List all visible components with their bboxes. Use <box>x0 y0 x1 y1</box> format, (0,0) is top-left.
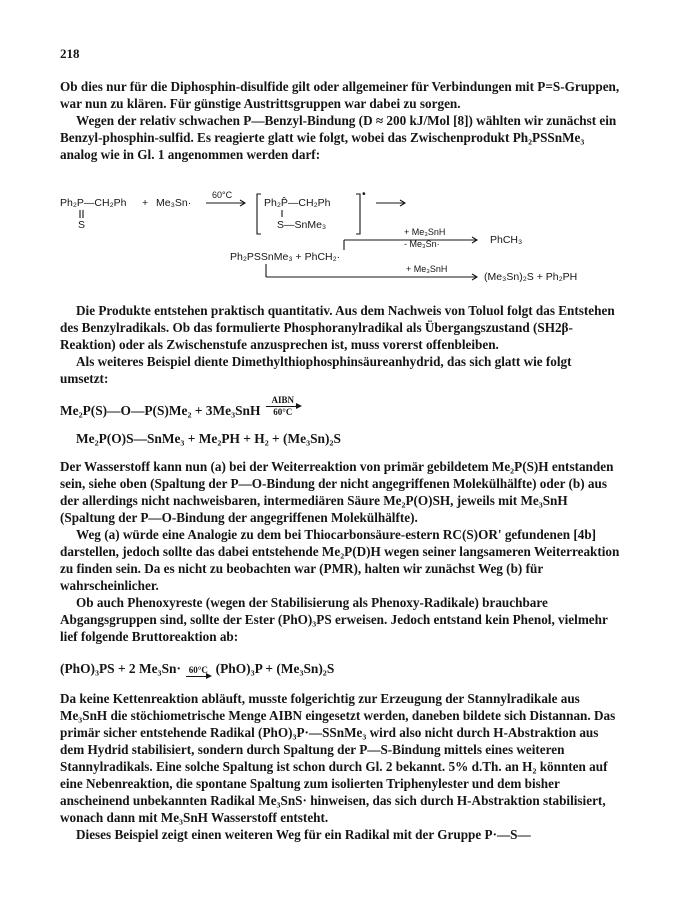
split-products: Ph₂PSSnMe₃ + PhCH₂· <box>230 251 341 263</box>
paragraph-5: Der Wasserstoff kann nun (a) bei der Weiterreaktion von primär gebildetem Me₂P(S)H entstanden sein, siehe oben (Spaltung der P—O-Bindung der nicht angegriffenen Molekülhälfte) oder (b) aus der allerdings nicht nachweisbaren, intermediären Säure Me₂P(O)SH, jeweils mit Me₃SnH (Spaltung der P—O-Bindung der angegriffenen Molekülhälfte). <box>60 459 614 525</box>
reagent-minus-stannyl: - Me₃Sn· <box>404 239 440 249</box>
paragraph-9: Dieses Beispiel zeigt einen weiteren Weg für ein Radikal mit der Gruppe P·—S— <box>76 827 531 842</box>
arrow-icon <box>266 406 300 407</box>
equation-3-temperature: 60°C <box>188 665 208 675</box>
paragraph-group-2 <box>60 302 620 387</box>
reagent-tin-hydride-2: + Me₃SnH <box>406 264 448 274</box>
equation-1 <box>60 396 302 419</box>
plus-sign: + <box>142 197 149 209</box>
equation-3 <box>60 661 334 677</box>
paragraph-intro <box>60 78 620 163</box>
reactant-benzyl-phosphine-sulfide: Ph₂P—CH₂Ph <box>60 197 127 209</box>
paragraph-1: Ob dies nur für die Diphosphin-disulfide gilt oder allgemeiner für Verbindungen mit P=S-Gruppen, war nun zu klären. Für günstige Austrittsgruppen war dabei zu sorgen. <box>60 79 620 111</box>
reaction-scheme-svg <box>58 190 618 290</box>
page-number: 218 <box>60 46 80 61</box>
arrow-icon <box>186 676 210 677</box>
paragraph-2: Wegen der relativ schwachen P—Benzyl-Bindung (D ≈ 200 kJ/Mol [8]) wählten wir zunächst ein Benzyl-phosphin-sulfid. Es reagierte glatt wie folgt, wobei das Zwischenprodukt Ph₂PSSnMe₃ analog wie in Gl. 1 angenommen werden darf: <box>60 113 617 162</box>
product-toluene: PhCH₃ <box>490 234 523 246</box>
equation-3-left: (PhO)₃PS + 2 Me₃Sn· <box>60 661 181 676</box>
equation-1-catalyst: AIBN <box>271 395 295 405</box>
intermediate-top: Ph₂P̂—CH₂Ph <box>264 197 331 209</box>
equation-1-temperature: 60°C <box>273 407 293 417</box>
paragraph-8: Da keine Kettenreaktion abläuft, musste folgerichtig zur Erzeugung der Stannylradikale aus Me₃SnH die stöchiometrische Menge AIBN eingesetzt werden, daneben bildete sich Distannan. Das primär sicher entstehende Radikal (PhO)₃P·—SSnMe₃ wird also nicht durch H-Abstraktion aus dem Hydrid stabilisiert, sondern durch Spaltung der P—S-Bindung mittels eines weiteren Stannylradikals. Eine solche Spaltung ist schon durch Gl. 2 bekannt. 5% d.Th. an H₂ könnten auf eine Nebenreaktion, die spontane Spaltung zum isolierten Triphenylester und dem bisher anscheinend unbekannten Radikal Me₃SnS· hinweisen, das sich durch H-Abstraktion stabilisiert, wonach dann mit Me₃SnH Wasserstoff entsteht. <box>60 691 616 825</box>
equation-3-arrow <box>186 666 210 677</box>
reaction-scheme <box>58 190 618 290</box>
paragraph-group-4 <box>60 690 620 843</box>
equation-1-arrow <box>266 396 300 417</box>
paragraph-3: Die Produkte entstehen praktisch quantitativ. Aus dem Nachweis von Toluol folgt das Entstehen des Benzylradikals. Ob das formulierte Phosphoranylradikal als Übergangszustand (SH2β-Reaktion) oder als Zwischenstufe anzusprechen ist, muss vorerst offenbleiben. <box>60 303 615 352</box>
equation-1-left: Me₂P(S)—O—P(S)Me₂ + 3Me₃SnH <box>60 403 261 418</box>
reactant-stannyl-radical: Me₃Sn· <box>156 197 192 209</box>
condition-temperature: 60°C <box>212 190 233 200</box>
reagent-tin-hydride: + Me₃SnH <box>404 227 446 237</box>
paragraph-4: Als weiteres Beispiel diente Dimethylthiophosphinsäureanhydrid, das sich glatt wie folgt umsetzt: <box>60 354 572 386</box>
final-products: (Me₃Sn)₂S + Ph₂PH <box>484 271 578 283</box>
paragraph-6: Weg (a) würde eine Analogie zu dem bei Thiocarbonsäure-estern RC(S)OR' gefundenen [4b] darstellen, jedoch sollte das dabei entstehende Me₂P(D)H wegen seiner langsameren Weiterreaktion zu finden sein. Da es nicht zu beobachten war (PMR), halten wir zunächst Weg (b) für wahrscheinlicher. <box>60 527 620 593</box>
paragraph-7: Ob auch Phenoxyreste (wegen der Stabilisierung als Phenoxy-Radikale) brauchbare Abgangsgruppen sind, sollte der Ester (PhO)₃PS erweisen. Jedoch entstand kein Phenol, vielmehr lief folgende Bruttoreaktion ab: <box>60 595 608 644</box>
sulfur-atom-label: S <box>78 219 86 231</box>
intermediate-bottom: S—SnMe₃ <box>277 219 327 231</box>
bracket-left <box>257 194 261 234</box>
radical-dot: • <box>362 190 366 200</box>
equation-3-right: (PhO)₃P + (Me₃Sn)₂S <box>215 661 335 676</box>
bracket-right <box>356 194 360 234</box>
paragraph-group-3 <box>60 458 620 645</box>
equation-2: Me₂P(O)S—SnMe₃ + Me₂PH + H₂ + (Me₃Sn)₂S <box>76 431 341 446</box>
